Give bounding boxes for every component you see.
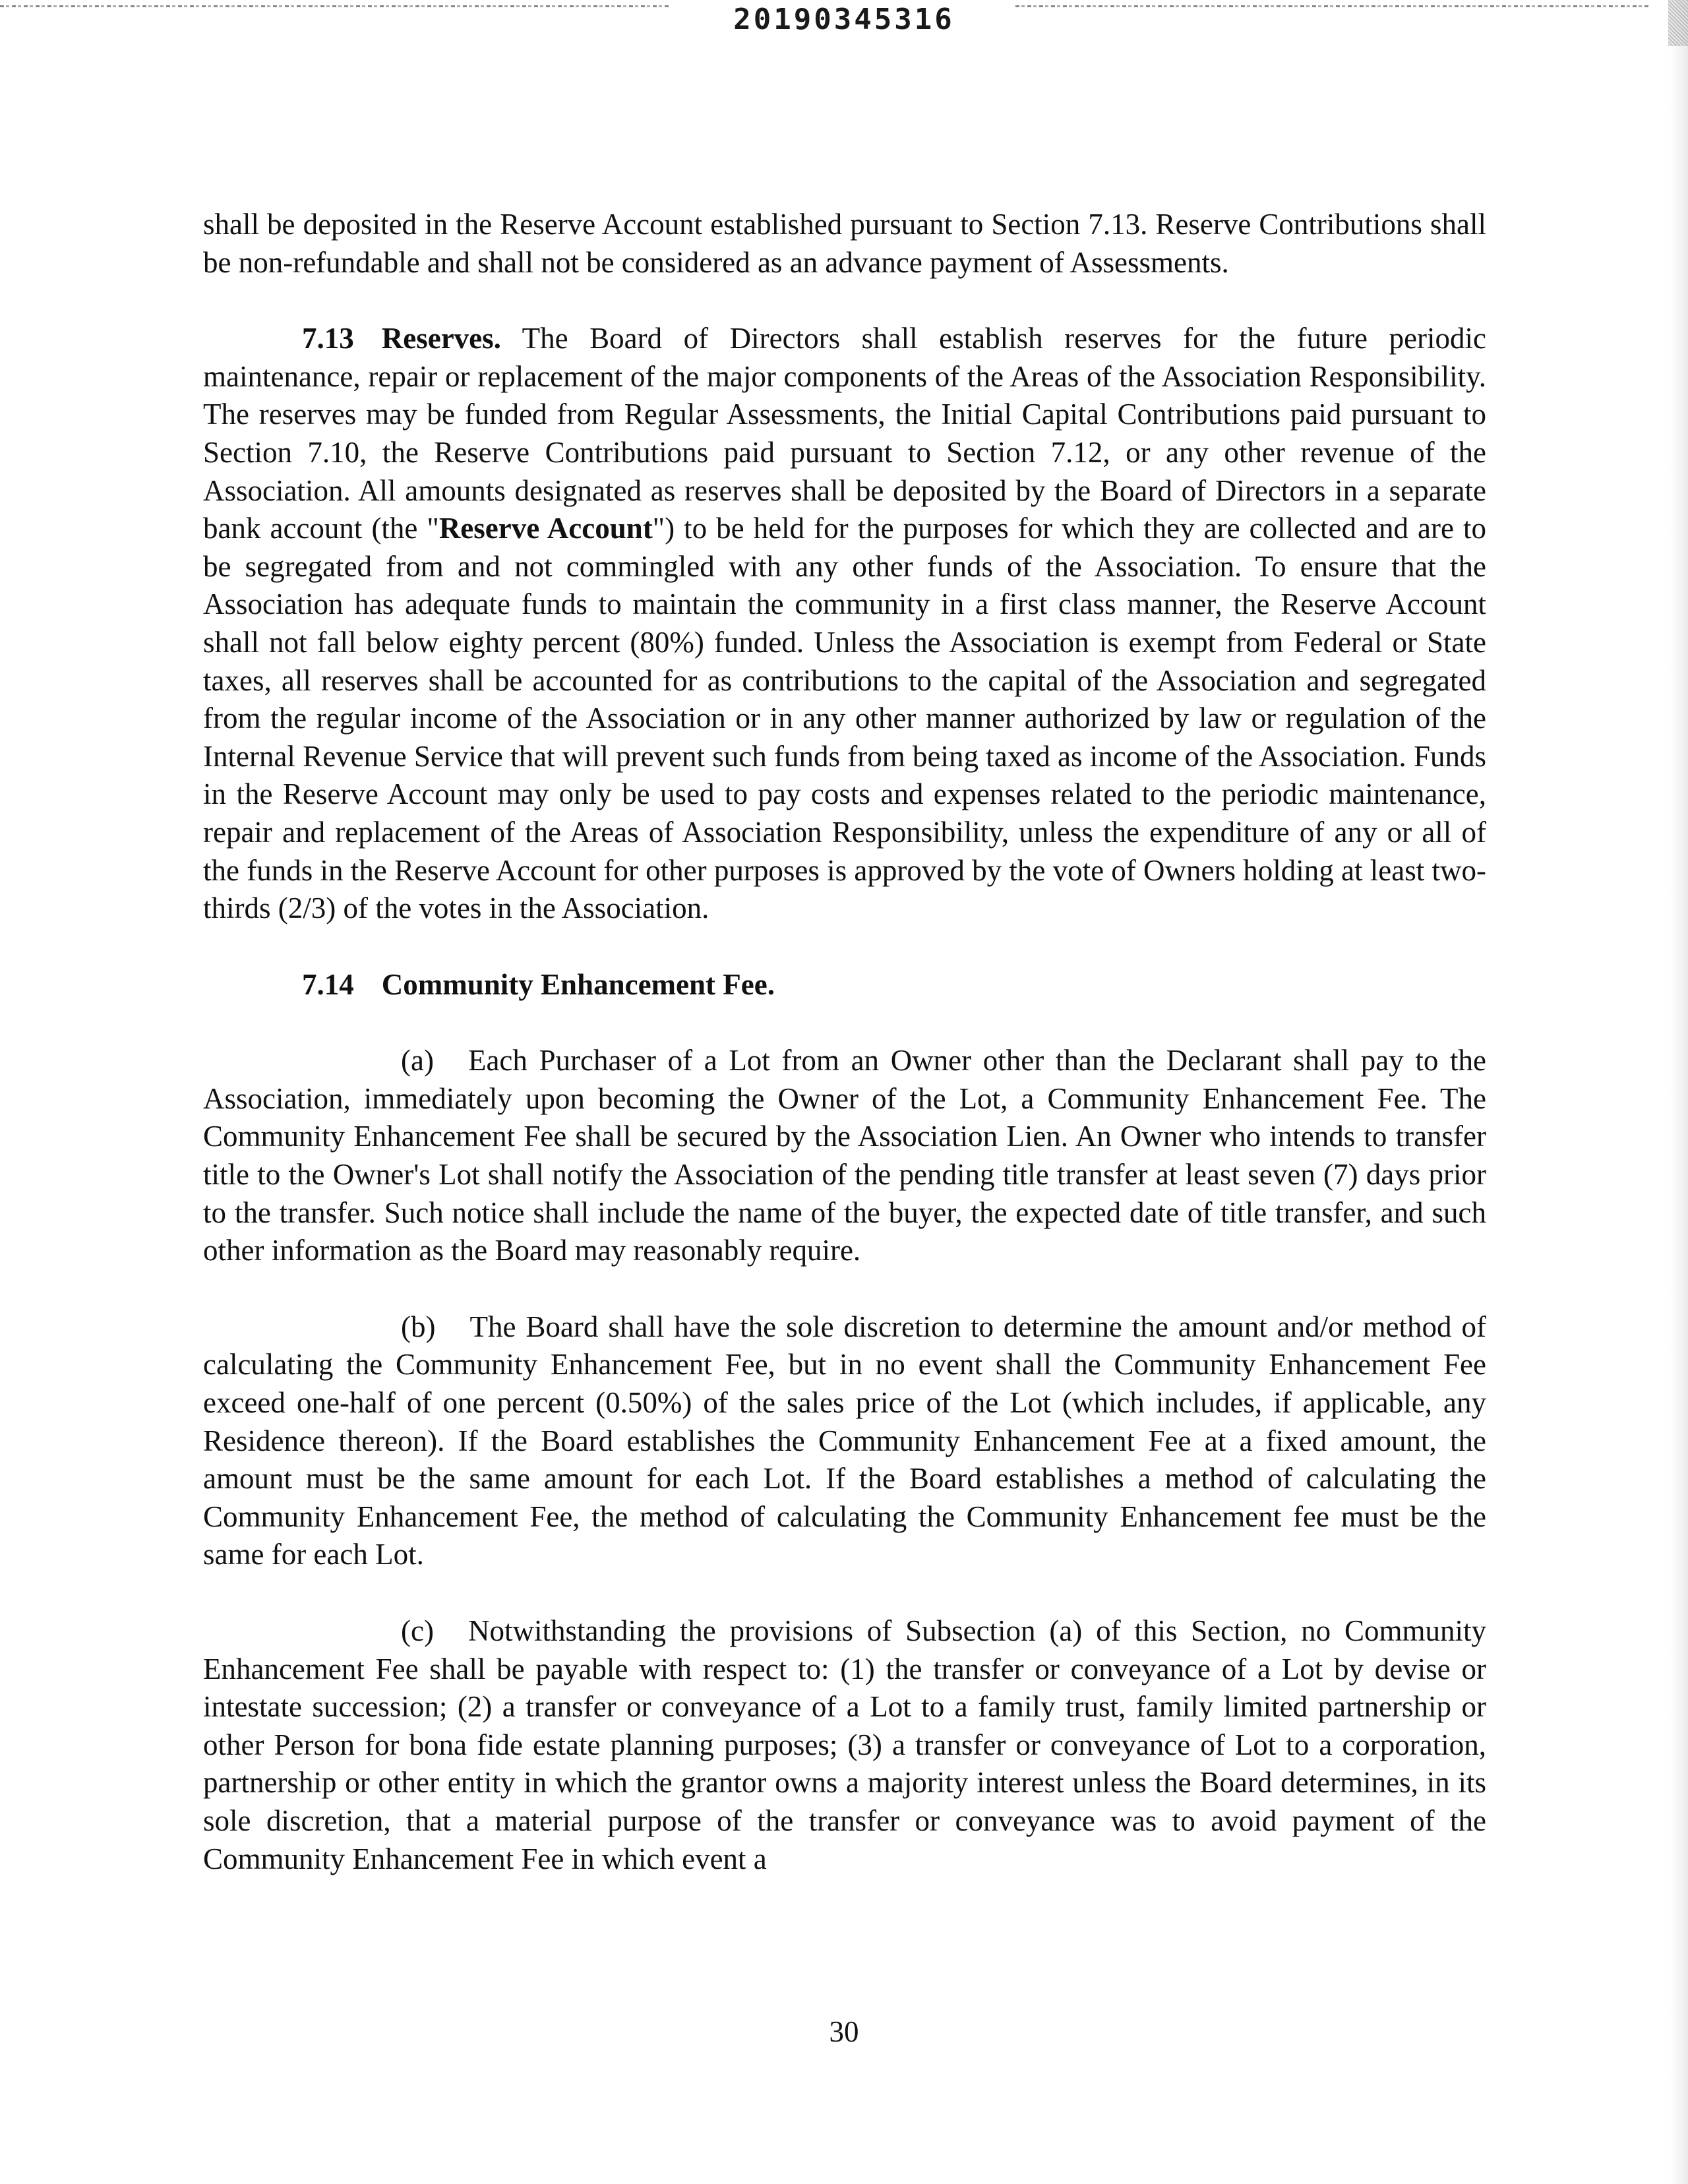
section-7-13-text-part1: The Board of Directors shall establish reserves for the future periodic maintenance, repair or replacement of the major components of the Areas of the Association Responsibility. The reserves may be funded from Regular Assessments, the Initial Capital Contributions paid pursuant to Section 7.10, the Reserve Contributions paid pursuant to Section 7.12, or any other revenue of the Association. All amounts designated as reserves shall be deposited by the Board of Directors in a separate bank account (the "	[203, 322, 1486, 545]
section-7-13-number: 7.13	[302, 322, 354, 355]
page-number: 30	[829, 2015, 859, 2048]
subsection-a-label: (a)	[401, 1044, 434, 1077]
section-7-14-number: 7.14	[302, 967, 354, 1001]
reserve-account-defined-term: Reserve Account	[438, 512, 653, 545]
subsection-a-text: Each Purchaser of a Lot from an Owner other than the Declarant shall pay to the Association, immediately upon becoming the Owner of the Lot, a Community Enhancement Fee. The Community Enhancement Fee shall be secured by the Association Lien. An Owner who intends to transfer title to the Owner's Lot shall notify the Association of the pending title transfer at least seven (7) days prior to the transfer. Such notice shall include the name of the buyer, the expected date of title transfer, and such other information as the Board may reasonably require.	[203, 1044, 1486, 1267]
subsection-b-label: (b)	[401, 1310, 436, 1343]
section-7-14-heading	[203, 966, 1486, 1004]
section-7-14-title: Community Enhancement Fee.	[381, 967, 775, 1001]
subsection-c-text: Notwithstanding the provisions of Subsection (a) of this Section, no Community Enhancement Fee shall be payable with respect to: (1) the transfer or conveyance of a Lot by devise or intestate succession; (2) a transfer or conveyance of a Lot to a family trust, family limited partnership or other Person for bona fide estate planning purposes; (3) a transfer or conveyance of Lot to a corporation, partnership or other entity in which the grantor owns a majority interest unless the Board determines, in its sole discretion, that a material purpose of the transfer or conveyance was to avoid payment of the Community Enhancement Fee in which event a	[203, 1614, 1486, 1875]
section-7-13-text-part2: ") to be held for the purposes for which they are collected and are to be segregated from and not commingled with any other funds of the Association. To ensure that the Association has adequate funds to maintain the community in a first class manner, the Reserve Account shall not fall below eighty percent (80%) funded. Unless the Association is exempt from Federal or State taxes, all reserves shall be accounted for as contributions to the capital of the Association and segregated from the regular income of the Association or in any other manner authorized by law or regulation of the Internal Revenue Service that will prevent such funds from being taxed as income of the Association. Funds in the Reserve Account may only be used to pay costs and expenses related to the periodic maintenance, repair and replacement of the Areas of Association Responsibility, unless the expenditure of any or all of the funds in the Reserve Account for other purposes is approved by the vote of Owners holding at least two-thirds (2/3) of the votes in the Association.	[203, 512, 1486, 925]
subsection-c	[203, 1612, 1486, 1878]
document-body	[203, 206, 1486, 1878]
recording-number: 20190345316	[733, 3, 955, 36]
subsection-b-text: The Board shall have the sole discretion to determine the amount and/or method of calculating the Community Enhancement Fee, but in no event shall the Community Enhancement Fee exceed one-half of one percent (0.50%) of the sales price of the Lot (which includes, if applicable, any Residence thereon). If the Board establishes the Community Enhancement Fee at a fixed amount, the amount must be the same amount for each Lot. If the Board establishes a method of calculating the Community Enhancement Fee, the method of calculating the Community Enhancement fee must be the same for each Lot.	[203, 1310, 1486, 1571]
continuation-paragraph: shall be deposited in the Reserve Account established pursuant to Section 7.13. Reserve Contributions shall be non-refundable and shall not be considered as an advance payment of Assessments.	[203, 208, 1486, 279]
subsection-b	[203, 1308, 1486, 1574]
subsection-c-label: (c)	[401, 1614, 434, 1647]
section-7-13-paragraph	[203, 320, 1486, 928]
subsection-a	[203, 1042, 1486, 1270]
scan-edge-shadow	[1670, 0, 1688, 2184]
section-7-13-title: Reserves.	[381, 322, 501, 355]
